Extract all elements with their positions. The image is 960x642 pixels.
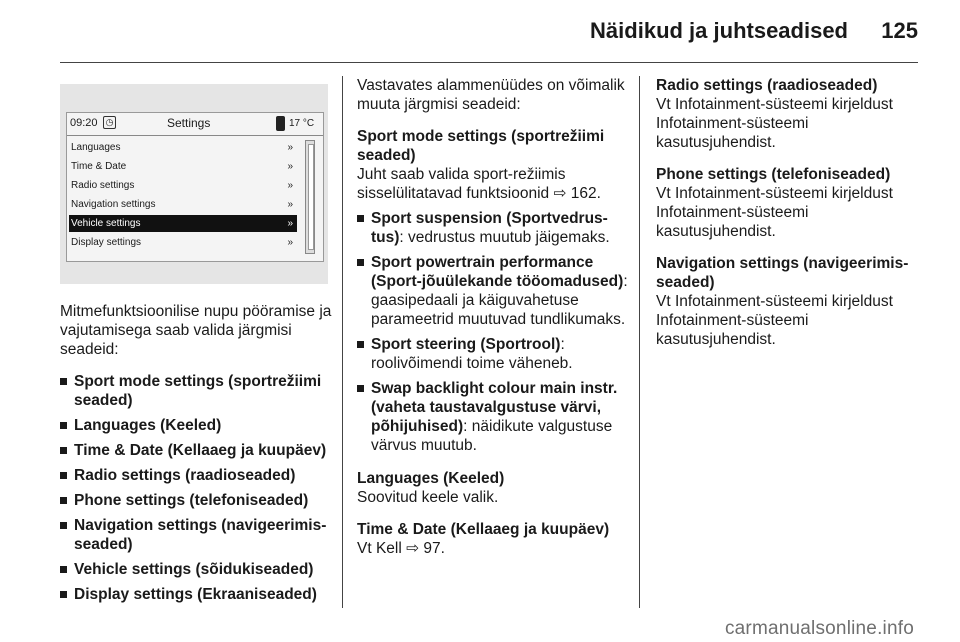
section-text: Vt Kell ⇨ 97.: [357, 540, 445, 557]
settings-list: [60, 372, 332, 604]
list-item: Navigation settings (navigeerimis-seaded): [60, 516, 332, 554]
header-divider: [60, 62, 918, 63]
section-heading: Languages (Keeled): [357, 470, 505, 487]
section-text: Vt Infotainment-süsteemi kirjeldust Infotainment-süsteemi kasutusjuhendist.: [656, 185, 893, 240]
clock-icon: ◷: [103, 116, 116, 129]
thermometer-icon: [276, 116, 285, 131]
sport-list: [357, 209, 629, 455]
chevron-right-icon: »: [287, 218, 293, 229]
list-item: Radio settings (raadioseaded): [60, 466, 332, 485]
screen-scrollbar-thumb: [308, 144, 314, 250]
column-divider-2: [639, 76, 640, 608]
screen-menu-item: Navigation settings »: [69, 196, 297, 213]
chevron-right-icon: »: [287, 180, 293, 191]
chevron-right-icon: »: [287, 237, 293, 248]
section-text: Vt Infotainment-süsteemi kirjeldust Infotainment-süsteemi kasutusjuhendist.: [656, 96, 893, 151]
column-3: [656, 76, 918, 362]
chevron-right-icon: »: [287, 161, 293, 172]
watermark: carmanualsonline.info: [724, 618, 914, 639]
section-heading: Phone settings (telefoniseaded): [656, 166, 891, 183]
list-item: Sport steering (Sportrool): roolivõimendi toime väheneb.: [357, 335, 629, 373]
section-heading: Sport mode settings (sportrežiimi seaded): [357, 128, 605, 164]
list-item: Swap backlight colour main instr. (vaheta taustavalgustuse värvi, põhijuhised): näidikute valgustuse värvus muutub.: [357, 379, 629, 455]
list-item: Languages (Keeled): [60, 416, 332, 435]
screen-scrollbar: [305, 140, 315, 254]
screen-temperature: 17 °C: [289, 118, 315, 129]
screen-status-bar: [67, 113, 323, 136]
list-item: Sport powertrain performance (Sport-jõuülekande tööomadused): gaasipedaali ja käiguvahetuse parameetrid muutuvad tundlikumaks.: [357, 253, 629, 329]
section-text: Vt Infotainment-süsteemi kirjeldust Infotainment-süsteemi kasutusjuhendist.: [656, 293, 893, 348]
settings-screen: [66, 112, 324, 262]
list-item: Phone settings (telefoniseaded): [60, 491, 332, 510]
intro-paragraph: Mitmefunktsioonilise nupu pööramise ja vajutamisega saab valida järgmisi seadeid:: [60, 303, 332, 358]
screen-menu-item: Display settings »: [69, 234, 297, 251]
page-header: [0, 0, 960, 60]
chevron-right-icon: »: [287, 199, 293, 210]
screen-menu-item-selected: Vehicle settings »: [69, 215, 297, 232]
list-item: Sport mode settings (sportrežiimi seaded): [60, 372, 332, 410]
section-text: Juht saab valida sport-režiimis sisselülitatavad funktsioonid ⇨ 162.: [357, 166, 601, 202]
list-item: Vehicle settings (sõidukiseaded): [60, 560, 332, 579]
screen-menu-item: Languages »: [69, 139, 297, 156]
list-item: Time & Date (Kellaaeg ja kuupäev): [60, 441, 332, 460]
screen-time: 09:20: [70, 117, 98, 129]
section-heading: Time & Date (Kellaaeg ja kuupäev): [357, 521, 610, 538]
column-divider-1: [342, 76, 343, 608]
screen-title: Settings: [167, 116, 211, 130]
list-item: Sport suspension (Sportvedrus-tus): vedrustus muutub jäigemaks.: [357, 209, 629, 247]
intro-paragraph: Vastavates alammenüüdes on võimalik muuta järgmisi seadeid:: [357, 77, 625, 113]
list-item: Display settings (Ekraaniseaded): [60, 585, 332, 604]
section-heading: Radio settings (raadioseaded): [656, 77, 878, 94]
page-number: 125: [881, 18, 918, 43]
section-text: Soovitud keele valik.: [357, 489, 499, 506]
screen-menu-item: Radio settings »: [69, 177, 297, 194]
chevron-right-icon: »: [287, 142, 293, 153]
column-2: [357, 76, 629, 571]
section-heading: Navigation settings (navigeerimis-seaded): [656, 255, 909, 291]
page-title: Näidikud ja juhtseadised: [590, 18, 848, 43]
column-1: [60, 302, 332, 610]
settings-screen-image: [60, 84, 328, 284]
screen-menu-item: Time & Date »: [69, 158, 297, 175]
